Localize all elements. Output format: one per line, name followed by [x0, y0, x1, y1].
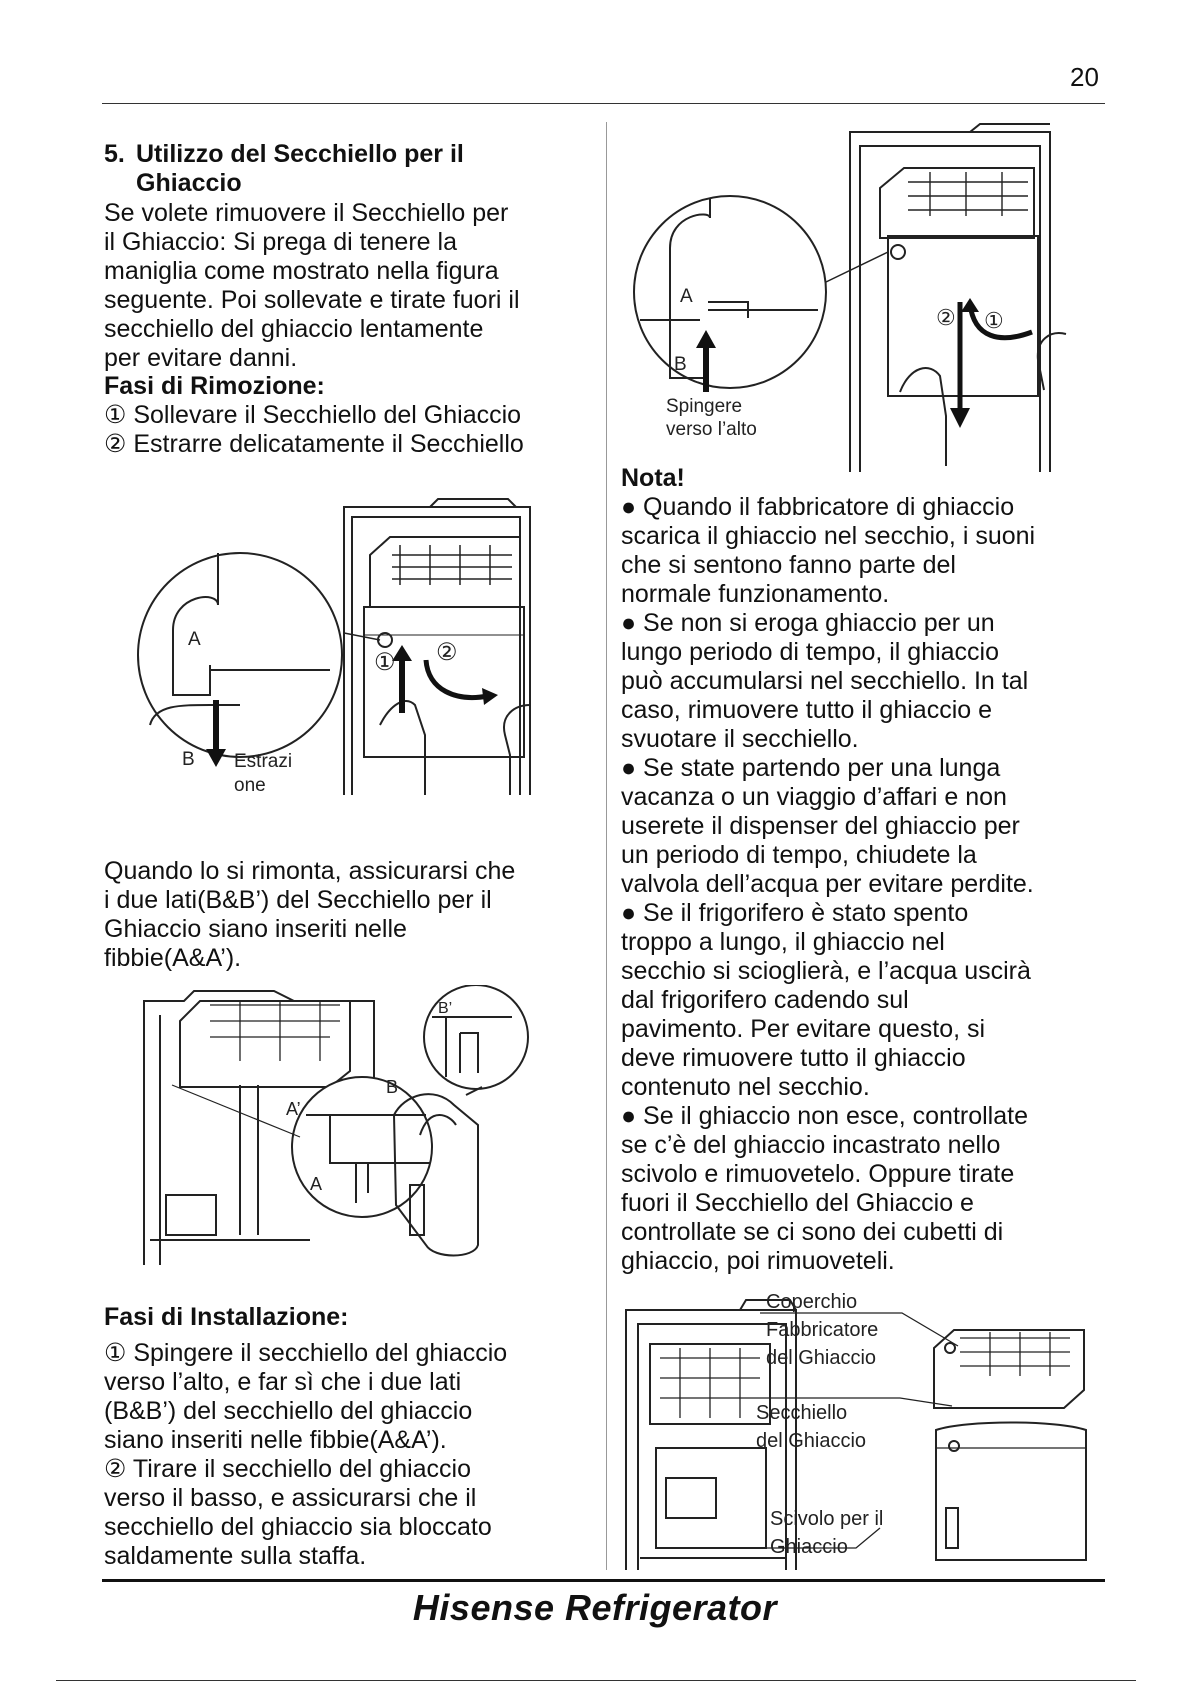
intro-line: secchiello del ghiaccio lentamente [104, 315, 484, 343]
note-line: dal frigorifero cadendo sul [621, 986, 909, 1014]
label-b: B [386, 1077, 399, 1097]
note-line: caso, rimuovere tutto il ghiaccio e [621, 696, 993, 724]
install-line: ② Tirare il secchiello del ghiaccio [104, 1455, 472, 1483]
intro-line: il Ghiaccio: Si prega di tenere la [104, 228, 457, 256]
intro-line: Se volete rimuovere il Secchiello per [104, 199, 509, 227]
note-line: può accumularsi nel secchiello. In tal [621, 667, 1029, 695]
note-line: ● Quando il fabbricatore di ghiaccio [621, 493, 1015, 521]
label-b-prime: B’ [438, 1000, 453, 1017]
column-divider [606, 122, 607, 1570]
step-2-marker: ② [436, 639, 458, 666]
note-title: Nota! [621, 464, 685, 492]
note-line: fuori il Secchiello del Ghiaccio e [621, 1189, 974, 1217]
extract-label-1: Estrazi [234, 751, 293, 772]
intro-paragraph [104, 199, 604, 373]
label-a-prime: A’ [286, 1099, 301, 1119]
remount-figure [130, 985, 570, 1295]
note-line: pavimento. Per evitare questo, si [621, 1015, 986, 1043]
section-number: 5. [104, 140, 125, 168]
intro-line: per evitare danni. [104, 344, 298, 372]
removal-step-2: ② Estrarre delicatamente il Secchiello [104, 430, 524, 458]
push-label-2: verso l’alto [666, 419, 757, 440]
cover-label-3: del Ghiaccio [766, 1347, 877, 1369]
extract-label-2: one [234, 775, 266, 796]
note-line: controllate se ci sono dei cubetti di [621, 1218, 1004, 1246]
note-line: scivolo e rimuovetelo. Oppure tirate [621, 1160, 1015, 1188]
removal-figure [130, 495, 570, 845]
label-a: A [188, 629, 201, 650]
note-line: deve rimuovere tutto il ghiaccio [621, 1044, 966, 1072]
note-line: un periodo di tempo, chiudete la [621, 841, 977, 869]
remount-line: Ghiaccio siano inseriti nelle [104, 915, 407, 943]
footer-rule [102, 1579, 1105, 1582]
note-line: scarica il ghiaccio nel secchio, i suoni [621, 522, 1036, 550]
label-a: A [310, 1174, 323, 1194]
install-line: verso l’alto, e far sì che i due lati [104, 1368, 462, 1396]
note-line: svuotare il secchiello. [621, 725, 859, 753]
note-line: userete il dispenser del ghiaccio per [621, 812, 1020, 840]
push-up-figure [630, 112, 1100, 477]
removal-steps [104, 401, 604, 459]
note-line: ● Se state partendo per una lunga [621, 754, 1001, 782]
step-2-marker: ② [936, 305, 956, 330]
note-line: se c’è del ghiaccio incastrato nello [621, 1131, 1001, 1159]
cover-label-1: Coperchio [766, 1291, 858, 1313]
brand-footer: Hisense Refrigerator [412, 1587, 778, 1628]
label-b: B [182, 749, 195, 770]
remount-line: Quando lo si rimonta, assicurarsi che [104, 857, 516, 885]
install-line: siano inseriti nelle fibbie(A&A’). [104, 1426, 447, 1454]
install-steps [104, 1339, 604, 1571]
step-1-marker: ① [374, 649, 396, 676]
note-line: ● Se non si eroga ghiaccio per un [621, 609, 995, 637]
components-figure [620, 1288, 1110, 1573]
note-line: vacanza o un viaggio d’affari e non [621, 783, 1007, 811]
chute-label-2: Ghiaccio [770, 1536, 848, 1558]
install-line: verso il basso, e assicurarsi che il [104, 1484, 477, 1512]
note-line: che si sentono fanno parte del [621, 551, 956, 579]
note-line: contenuto nel secchio. [621, 1073, 870, 1101]
remount-line: fibbie(A&A’). [104, 944, 242, 972]
label-b: B [674, 354, 687, 375]
remount-line: i due lati(B&B’) del Secchiello per il [104, 886, 492, 914]
note-body [621, 493, 1091, 1276]
label-a: A [680, 286, 693, 307]
note-line: ghiaccio, poi rimuoveteli. [621, 1247, 895, 1275]
note-line: lungo periodo di tempo, il ghiaccio [621, 638, 1000, 666]
push-label-1: Spingere [666, 396, 743, 417]
note-line: valvola dell’acqua per evitare perdite. [621, 870, 1034, 898]
note-line: ● Se il frigorifero è stato spento [621, 899, 969, 927]
note-line: troppo a lungo, il ghiaccio nel [621, 928, 945, 956]
install-title: Fasi di Installazione: [104, 1303, 349, 1331]
install-line: ① Spingere il secchiello del ghiaccio [104, 1339, 508, 1367]
removal-title: Fasi di Rimozione: [104, 372, 325, 400]
note-line: ● Se il ghiaccio non esce, controllate [621, 1102, 1028, 1130]
note-line: secchio si scioglierà, e l’acqua uscirà [621, 957, 1031, 985]
remount-paragraph [104, 857, 604, 973]
chute-label-1: Scivolo per il [770, 1508, 884, 1530]
removal-step-1: ① Sollevare il Secchiello del Ghiaccio [104, 401, 522, 429]
intro-line: seguente. Poi sollevate e tirate fuori il [104, 286, 520, 314]
section-title-line1: Utilizzo del Secchiello per il [136, 140, 464, 168]
cover-label-2: Fabbricatore [766, 1319, 879, 1341]
install-line: saldamente sulla staffa. [104, 1542, 367, 1570]
header-rule [102, 103, 1105, 104]
page-number: 20 [1070, 62, 1099, 92]
page-bottom-rule [56, 1680, 1136, 1681]
bucket-label-2: del Ghiaccio [756, 1430, 867, 1452]
install-line: secchiello del ghiaccio sia bloccato [104, 1513, 492, 1541]
bucket-label-1: Secchiello [756, 1402, 848, 1424]
intro-line: maniglia come mostrato nella figura [104, 257, 499, 285]
step-1-marker: ① [984, 308, 1004, 333]
section-heading [104, 140, 464, 198]
install-line: (B&B’) del secchiello del ghiaccio [104, 1397, 473, 1425]
section-title-line2: Ghiaccio [136, 169, 242, 197]
note-line: normale funzionamento. [621, 580, 890, 608]
